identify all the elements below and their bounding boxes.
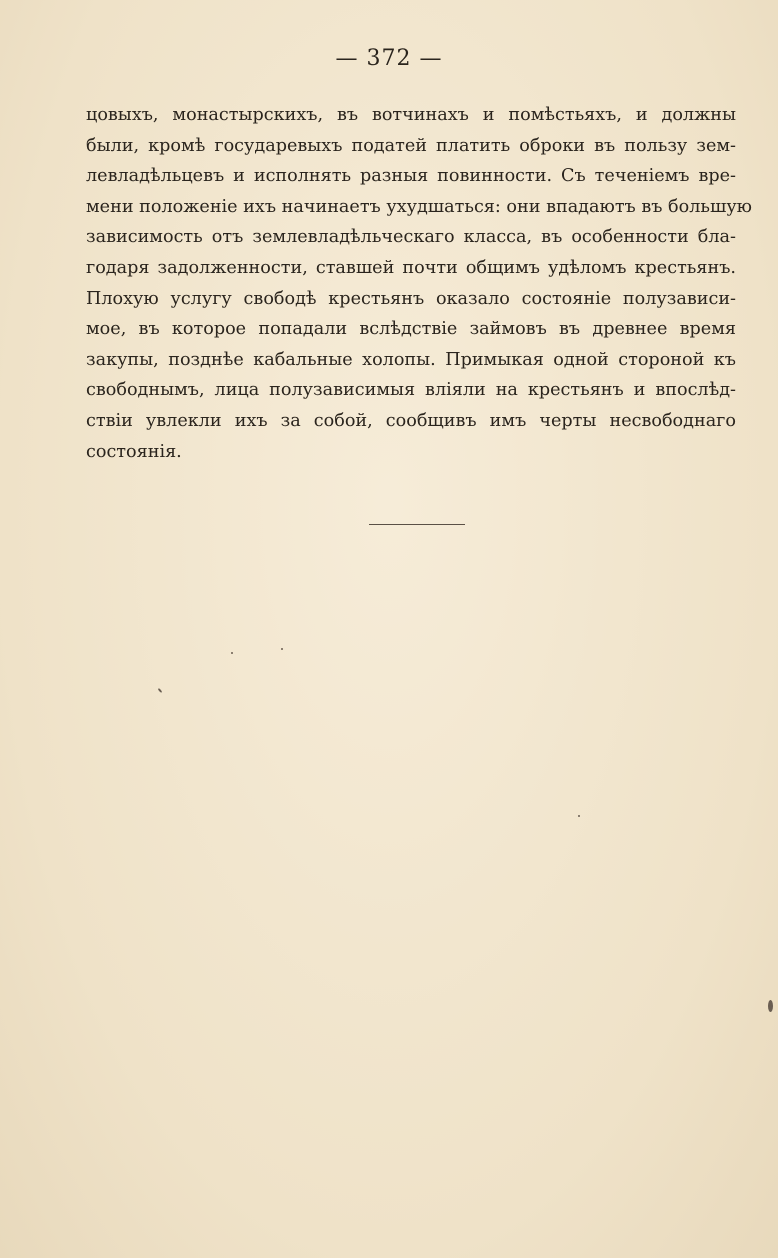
text-line: ствіи увлекли ихъ за собой, сообщивъ имъ черты несвободнаго <box>86 410 736 431</box>
scan-speck <box>158 688 163 693</box>
scan-speck <box>281 648 283 650</box>
text-line: свободнымъ, лица полузависимыя вліяли на крестьянъ и впослѣд- <box>86 380 736 401</box>
text-line: годаря задолженности, ставшей почти общимъ удѣломъ крестьянъ. <box>86 257 736 278</box>
text-line: Плохую услугу свободѣ крестьянъ оказало состояніе полузависи- <box>86 288 736 309</box>
body-text <box>86 100 753 467</box>
text-line: цовыхъ, монастырскихъ, въ вотчинахъ и помѣстьяхъ, и должны <box>86 105 736 125</box>
text-line-last: состоянія. <box>86 441 182 462</box>
text-line: были, кромѣ государевыхъ податей платить оброки въ пользу зем- <box>86 135 736 156</box>
text-line: мени положеніе ихъ начинаетъ ухудшаться: они впадаютъ въ большую <box>86 196 753 217</box>
text-line: зависимость отъ землевладѣльческаго класса, въ особенности бла- <box>86 227 736 248</box>
scan-speck <box>578 815 580 817</box>
text-line: мое, въ которое попадали вслѣдствіе займовъ въ древнее время <box>86 319 736 340</box>
section-divider <box>369 524 465 525</box>
scan-speck <box>768 1000 773 1012</box>
page-number: — 372 — <box>335 46 443 71</box>
text-line: закупы, позднѣе кабальные холопы. Примыкая одной стороной къ <box>86 349 736 370</box>
text-line: левладѣльцевъ и исполнять разныя повинности. Съ теченіемъ вре- <box>86 166 736 187</box>
scan-speck <box>231 652 233 654</box>
